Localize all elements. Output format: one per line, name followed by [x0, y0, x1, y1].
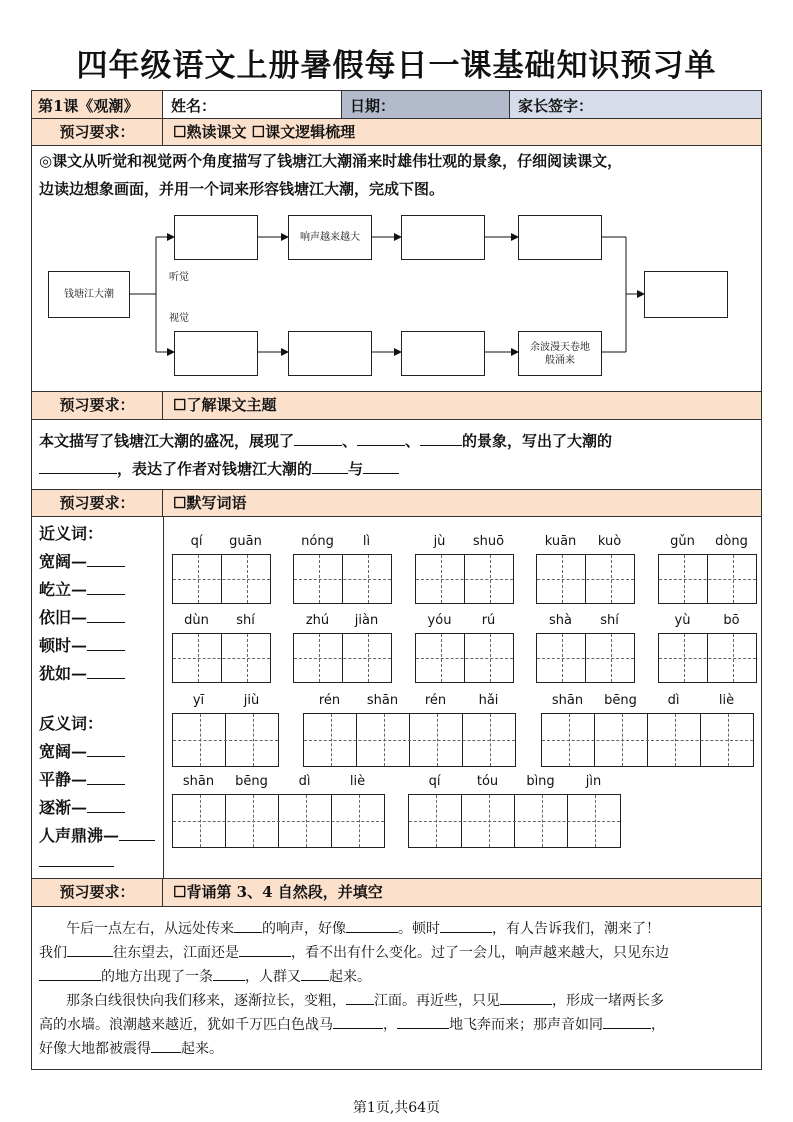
recite-line: 午后一点左右，从远处传来 的响声，好像 。顿时 ，有人告诉我们，潮来了！: [66, 921, 660, 937]
vocab-item: 逐渐—: [39, 795, 125, 818]
pinyin-label: shí: [236, 613, 255, 628]
pinyin-label: yóu: [427, 613, 452, 628]
writing-grid[interactable]: [303, 713, 516, 767]
recite-line: 那条白线很快向我们移来，逐渐拉长，变粗， 江面。再近些，只见 ，形成一堵两长多: [66, 993, 664, 1009]
vocab-item: 宽阔—: [39, 739, 125, 762]
recite-blank[interactable]: [39, 968, 101, 981]
pinyin-label: zhú: [305, 613, 330, 628]
recite-blank[interactable]: [500, 992, 552, 1005]
pinyin-label: kuān: [544, 534, 577, 549]
worksheet: [31, 90, 762, 1070]
writing-grid[interactable]: [172, 713, 279, 767]
page-footer: 第1页,共64页: [352, 1100, 441, 1116]
recite-blank[interactable]: [603, 1016, 651, 1029]
blank[interactable]: [39, 459, 117, 474]
page-title: 四年级语文上册暑假每日一课基础知识预习单: [76, 48, 717, 84]
requirement-row-2: [32, 392, 761, 419]
pinyin-label: jù: [433, 534, 446, 549]
recite-line: 的地方出现了一条 ，人群又 起来。: [39, 965, 371, 989]
recite-line: 高的水墙。浪潮越来越近，犹如千万匹白色战马 ， 地飞奔而来；那声音如同 ，: [39, 1017, 665, 1033]
theme-line-1: 本文描写了钱塘江大潮的盛况，展现了 、 、 的景象，写出了大潮的: [39, 432, 613, 450]
parent-sign-cell: [510, 91, 761, 118]
blank[interactable]: [357, 431, 405, 446]
writing-grid[interactable]: [541, 713, 754, 767]
pinyin-label: tóu: [476, 774, 499, 789]
writing-grid[interactable]: [536, 554, 635, 604]
vocab-blank[interactable]: [87, 664, 125, 679]
vocab-item: 人声鼎沸—: [39, 823, 155, 846]
writing-grid[interactable]: [658, 633, 757, 683]
pinyin-label: guān: [229, 534, 262, 549]
recite-blank[interactable]: [151, 1040, 181, 1053]
pinyin-label: dòng: [715, 534, 748, 549]
writing-grid[interactable]: [172, 794, 385, 848]
bottom-answer-box-1[interactable]: [174, 331, 258, 376]
antonym-extra-blank[interactable]: [39, 866, 114, 867]
pinyin-label: rú: [481, 613, 496, 628]
pinyin-label: kuò: [597, 534, 622, 549]
recite-blank[interactable]: [67, 944, 113, 957]
vocab-item: 宽阔—: [39, 549, 125, 572]
pinyin-label: shí: [600, 613, 619, 628]
pinyin-label: jìn: [585, 774, 602, 789]
writing-grid[interactable]: [408, 794, 621, 848]
top-answer-box-1[interactable]: [174, 215, 258, 260]
requirement-text: ☐默写词语: [173, 494, 247, 512]
vocab-blank[interactable]: [87, 798, 125, 813]
vocab-item: 犹如—: [39, 661, 125, 684]
pinyin-label: dì: [667, 693, 680, 708]
pinyin-label: qí: [190, 534, 203, 549]
blank[interactable]: [294, 431, 342, 446]
requirement-text: ☐背诵第 3、4 自然段，并填空: [173, 883, 383, 901]
writing-grid[interactable]: [293, 633, 392, 683]
requirement-row-1: [32, 119, 761, 145]
pinyin-label: bō: [723, 613, 740, 628]
vocab-item: 顿时—: [39, 633, 125, 656]
requirement-text: ☐熟读课文 ☐课文逻辑梳理: [173, 123, 356, 141]
vocab-divider: [163, 516, 164, 878]
diagram-start-box: 钱塘江大潮: [48, 271, 130, 318]
requirement-row-4: [32, 879, 761, 906]
lesson-title: 第1课《观潮》: [38, 97, 139, 115]
recite-blank[interactable]: [346, 920, 398, 933]
pinyin-label: qí: [428, 774, 441, 789]
pinyin-label: liè: [718, 693, 735, 708]
recite-blank[interactable]: [213, 968, 245, 981]
requirement-label: 预习要求：: [32, 879, 163, 906]
pinyin-label: liè: [349, 774, 366, 789]
pinyin-label: shān: [366, 693, 399, 708]
pinyin-label: lì: [362, 534, 371, 549]
pinyin-label: nóng: [301, 534, 334, 549]
top-answer-box-4[interactable]: [518, 215, 602, 260]
vocab-blank[interactable]: [87, 552, 125, 567]
branch-label-vision: 视觉: [169, 313, 189, 324]
bottom-answer-box-2[interactable]: [288, 331, 372, 376]
recite-blank[interactable]: [397, 1016, 449, 1029]
blank[interactable]: [420, 431, 462, 446]
vocab-blank[interactable]: [87, 608, 125, 623]
pinyin-label: jiù: [243, 693, 260, 708]
lesson-cell: [32, 91, 163, 118]
theme-line-2: ，表达了作者对钱塘江大潮的 与: [39, 455, 399, 483]
pinyin-label: rén: [424, 693, 447, 708]
writing-grid[interactable]: [172, 554, 271, 604]
recite-line: 我们 往东望去，江面还是 ，看不出有什么变化。过了一会儿，响声越来越大，只见东边: [39, 945, 669, 961]
pinyin-label: yù: [674, 613, 691, 628]
writing-grid[interactable]: [172, 633, 271, 683]
blank[interactable]: [363, 459, 399, 474]
pinyin-label: shān: [551, 693, 584, 708]
pinyin-label: jiàn: [354, 613, 379, 628]
top-box-louder: 响声越来越大: [288, 215, 372, 260]
pinyin-label: shuō: [472, 534, 505, 549]
writing-grid[interactable]: [536, 633, 635, 683]
summary-answer-box[interactable]: [644, 271, 728, 318]
vocab-blank[interactable]: [87, 636, 125, 651]
synonyms-title: 近义词：: [39, 524, 104, 543]
pinyin-label: rén: [318, 693, 341, 708]
name-cell: [163, 91, 342, 118]
writing-grid[interactable]: [415, 554, 514, 604]
vocab-item: 依旧—: [39, 605, 125, 628]
requirement-label: 预习要求：: [32, 119, 163, 145]
pinyin-label: bēng: [604, 693, 637, 708]
bottom-answer-box-3[interactable]: [401, 331, 485, 376]
writing-grid[interactable]: [415, 633, 514, 683]
vocab-blank[interactable]: [87, 742, 125, 757]
recite-blank[interactable]: [440, 920, 492, 933]
antonyms-title: 反义词：: [39, 714, 104, 733]
pinyin-label: bēng: [235, 774, 268, 789]
requirement-label: 预习要求：: [32, 392, 163, 419]
parent-sign-label: 家长签字：: [518, 97, 594, 115]
bottom-box-waves: 余波漫天卷地般涌来: [518, 331, 602, 376]
intro-line-2: 边读边想象画面，并用一个词来形容钱塘江大潮，完成下图。: [39, 180, 445, 198]
pinyin-label: dùn: [184, 613, 209, 628]
vocab-blank[interactable]: [87, 580, 125, 595]
top-answer-box-3[interactable]: [401, 215, 485, 260]
blank[interactable]: [312, 459, 348, 474]
recite-blank[interactable]: [239, 944, 291, 957]
recite-blank[interactable]: [333, 1016, 383, 1029]
pinyin-label: gǔn: [670, 534, 695, 549]
requirement-text: ☐了解课文主题: [173, 396, 277, 414]
requirement-label: 预习要求：: [32, 490, 163, 516]
date-label: 日期：: [350, 97, 396, 115]
pinyin-label: yī: [192, 693, 205, 708]
requirement-row-3: [32, 490, 761, 516]
pinyin-label: dì: [298, 774, 311, 789]
recite-blank[interactable]: [301, 968, 329, 981]
branch-label-hearing: 听觉: [169, 272, 189, 283]
intro-line-1: ◎课文从听觉和视觉两个角度描写了钱塘江大潮涌来时雄伟壮观的景象，仔细阅读课文，: [39, 152, 623, 170]
pinyin-label: shān: [182, 774, 215, 789]
vocab-blank[interactable]: [119, 826, 155, 841]
pinyin-label: shà: [549, 613, 572, 628]
recite-blank[interactable]: [234, 920, 262, 933]
pinyin-label: hǎi: [478, 693, 499, 708]
vocab-blank[interactable]: [87, 770, 125, 785]
date-cell: [342, 91, 510, 118]
name-label: 姓名：: [171, 97, 217, 115]
recite-line: 好像大地都被震得 起来。: [39, 1041, 223, 1057]
vocab-item: 屹立—: [39, 577, 125, 600]
recite-blank[interactable]: [346, 992, 374, 1005]
pinyin-label: bìng: [526, 774, 555, 789]
writing-grid[interactable]: [293, 554, 392, 604]
vocab-item: 平静—: [39, 767, 125, 790]
writing-grid[interactable]: [658, 554, 757, 604]
